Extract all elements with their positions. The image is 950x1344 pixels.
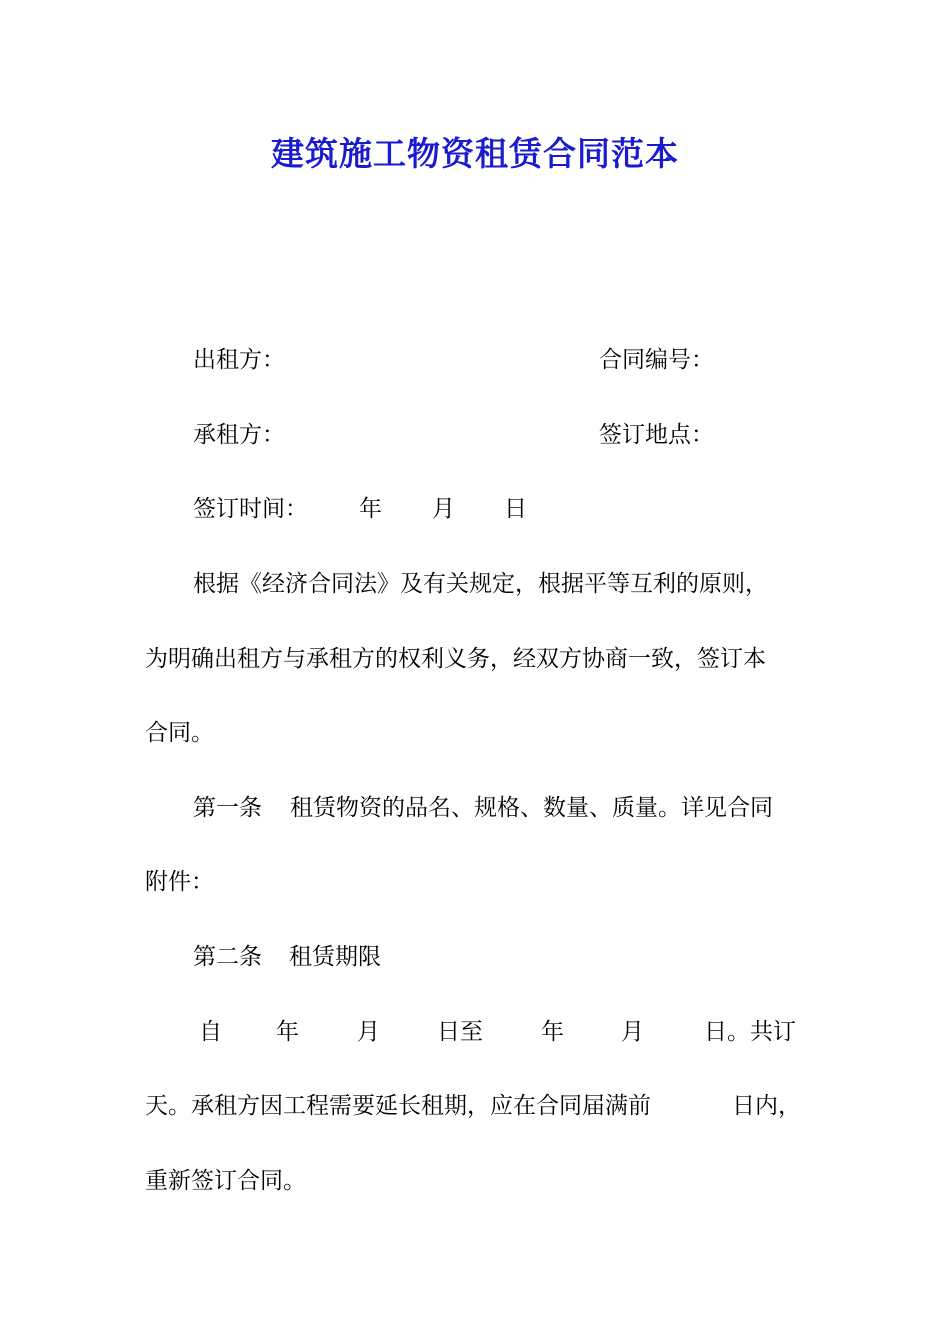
lessor-label: 出租方： — [193, 347, 285, 373]
sign-time-label: 签订时间： — [193, 496, 308, 522]
term-day-end: 日。共订 — [704, 1019, 796, 1045]
term-month-2: 月 — [621, 1019, 644, 1045]
term-day-to: 日至 — [437, 1019, 483, 1045]
term-year-2: 年 — [541, 1019, 564, 1045]
term-year-1: 年 — [276, 1019, 299, 1045]
term-from: 自 — [199, 1019, 222, 1045]
contract-number-label: 合同编号： — [599, 347, 714, 373]
article-1-line-2: 附件： — [145, 869, 214, 895]
article-1-line-1: 租赁物资的品名、规格、数量、质量。详见合同 — [290, 795, 773, 821]
article-1-label: 第一条 — [193, 795, 262, 821]
article-2-heading: 租赁期限 — [289, 944, 381, 970]
preamble-line-3: 合同。 — [145, 720, 214, 746]
term-line-3: 重新签订合同。 — [145, 1168, 306, 1194]
preamble-line-2: 为明确出租方与承租方的权利义务，经双方协商一致，签订本 — [145, 646, 766, 672]
document-title: 建筑施工物资租赁合同范本 — [271, 134, 679, 173]
sign-place-label: 签订地点： — [599, 422, 714, 448]
sign-day-label: 日 — [504, 496, 527, 522]
preamble-line-1: 根据《经济合同法》及有关规定，根据平等互利的原则， — [193, 571, 768, 597]
sign-month-label: 月 — [432, 496, 455, 522]
term-month-1: 月 — [357, 1019, 380, 1045]
article-2-label: 第二条 — [193, 944, 262, 970]
term-line-2-a: 天。承租方因工程需要延长租期，应在合同届满前 — [145, 1093, 651, 1119]
sign-year-label: 年 — [359, 496, 382, 522]
term-line-2-b: 日内， — [732, 1093, 801, 1119]
lessee-label: 承租方： — [193, 422, 285, 448]
